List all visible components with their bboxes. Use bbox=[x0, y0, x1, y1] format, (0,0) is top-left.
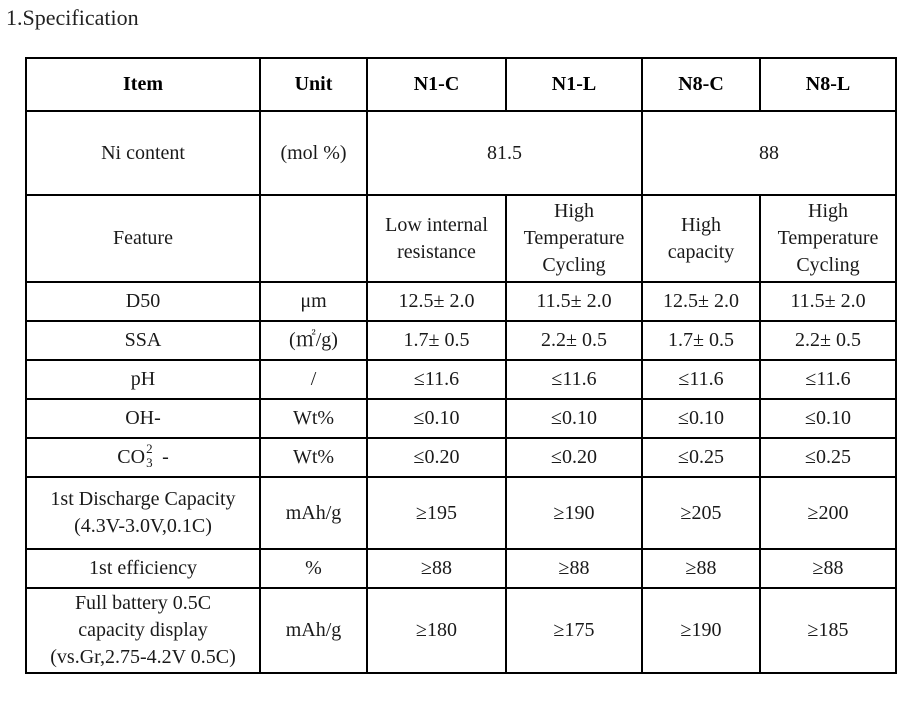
value-cell: ≥175 bbox=[506, 588, 642, 673]
table-row-ph bbox=[26, 360, 896, 399]
header-cell: Unit bbox=[260, 58, 367, 111]
value-cell: ≥190 bbox=[642, 588, 760, 673]
unit-cell: (㎡/g) bbox=[260, 321, 367, 360]
unit-cell: / bbox=[260, 360, 367, 399]
value-cell: High capacity bbox=[642, 195, 760, 282]
value-cell: 2.2± 0.5 bbox=[506, 321, 642, 360]
header-cell: N1-C bbox=[367, 58, 506, 111]
table-row-co3 bbox=[26, 438, 896, 477]
header-cell: N8-L bbox=[760, 58, 896, 111]
value-cell: ≥205 bbox=[642, 477, 760, 549]
item-cell: 1st Discharge Capacity (4.3V-3.0V,0.1C) bbox=[26, 477, 260, 549]
value-cell: 11.5± 2.0 bbox=[760, 282, 896, 321]
unit-cell: % bbox=[260, 549, 367, 588]
value-cell: ≤11.6 bbox=[760, 360, 896, 399]
value-cell: ≥185 bbox=[760, 588, 896, 673]
value-cell: 1.7± 0.5 bbox=[367, 321, 506, 360]
table-row-feature bbox=[26, 195, 896, 282]
value-cell: ≤0.25 bbox=[642, 438, 760, 477]
value-cell: High Temperature Cycling bbox=[506, 195, 642, 282]
value-cell: ≤0.20 bbox=[506, 438, 642, 477]
value-cell-n8: 88 bbox=[642, 111, 896, 195]
page-heading: 1.Specification bbox=[6, 5, 139, 30]
header-row bbox=[26, 58, 896, 111]
header-cell: N1-L bbox=[506, 58, 642, 111]
value-cell: 12.5± 2.0 bbox=[367, 282, 506, 321]
value-cell: High Temperature Cycling bbox=[760, 195, 896, 282]
value-cell: ≥88 bbox=[367, 549, 506, 588]
value-cell: ≥88 bbox=[642, 549, 760, 588]
table-row-oh bbox=[26, 399, 896, 438]
value-cell: 2.2± 0.5 bbox=[760, 321, 896, 360]
value-cell: ≥190 bbox=[506, 477, 642, 549]
value-cell: ≤0.10 bbox=[506, 399, 642, 438]
carbonate-formula: CO 2 3 - bbox=[117, 441, 169, 471]
value-cell: ≥180 bbox=[367, 588, 506, 673]
value-cell: 1.7± 0.5 bbox=[642, 321, 760, 360]
value-cell-n1: 81.5 bbox=[367, 111, 642, 195]
value-cell: ≤0.10 bbox=[760, 399, 896, 438]
value-cell: ≤11.6 bbox=[642, 360, 760, 399]
table-row-ni-content bbox=[26, 111, 896, 195]
item-cell: Feature bbox=[26, 195, 260, 282]
value-cell: ≤0.25 bbox=[760, 438, 896, 477]
value-cell: 12.5± 2.0 bbox=[642, 282, 760, 321]
table-row-ssa bbox=[26, 321, 896, 360]
table-row-1st-discharge-capacity bbox=[26, 477, 896, 549]
item-cell: 1st efficiency bbox=[26, 549, 260, 588]
header-cell: Item bbox=[26, 58, 260, 111]
value-cell: ≤11.6 bbox=[367, 360, 506, 399]
item-cell: pH bbox=[26, 360, 260, 399]
value-cell: ≤0.20 bbox=[367, 438, 506, 477]
item-cell: Ni content bbox=[26, 111, 260, 195]
value-cell: ≥200 bbox=[760, 477, 896, 549]
item-cell: OH- bbox=[26, 399, 260, 438]
value-cell: ≤11.6 bbox=[506, 360, 642, 399]
value-cell: ≥88 bbox=[506, 549, 642, 588]
table-row-full-battery-capacity bbox=[26, 588, 896, 673]
unit-cell: μm bbox=[260, 282, 367, 321]
item-cell bbox=[26, 438, 260, 477]
value-cell: ≥88 bbox=[760, 549, 896, 588]
value-cell: Low internal resistance bbox=[367, 195, 506, 282]
unit-cell: Wt% bbox=[260, 399, 367, 438]
header-cell: N8-C bbox=[642, 58, 760, 111]
value-cell: ≥195 bbox=[367, 477, 506, 549]
unit-cell: Wt% bbox=[260, 438, 367, 477]
unit-cell: (mol %) bbox=[260, 111, 367, 195]
item-cell: D50 bbox=[26, 282, 260, 321]
unit-cell: mAh/g bbox=[260, 477, 367, 549]
table-row-d50 bbox=[26, 282, 896, 321]
item-cell: SSA bbox=[26, 321, 260, 360]
value-cell: ≤0.10 bbox=[642, 399, 760, 438]
value-cell: 11.5± 2.0 bbox=[506, 282, 642, 321]
unit-cell bbox=[260, 195, 367, 282]
unit-cell: mAh/g bbox=[260, 588, 367, 673]
item-cell: Full battery 0.5C capacity display (vs.Gr,2.75-4.2V 0.5C) bbox=[26, 588, 260, 673]
value-cell: ≤0.10 bbox=[367, 399, 506, 438]
table-row-1st-efficiency bbox=[26, 549, 896, 588]
specification-table bbox=[25, 57, 897, 674]
